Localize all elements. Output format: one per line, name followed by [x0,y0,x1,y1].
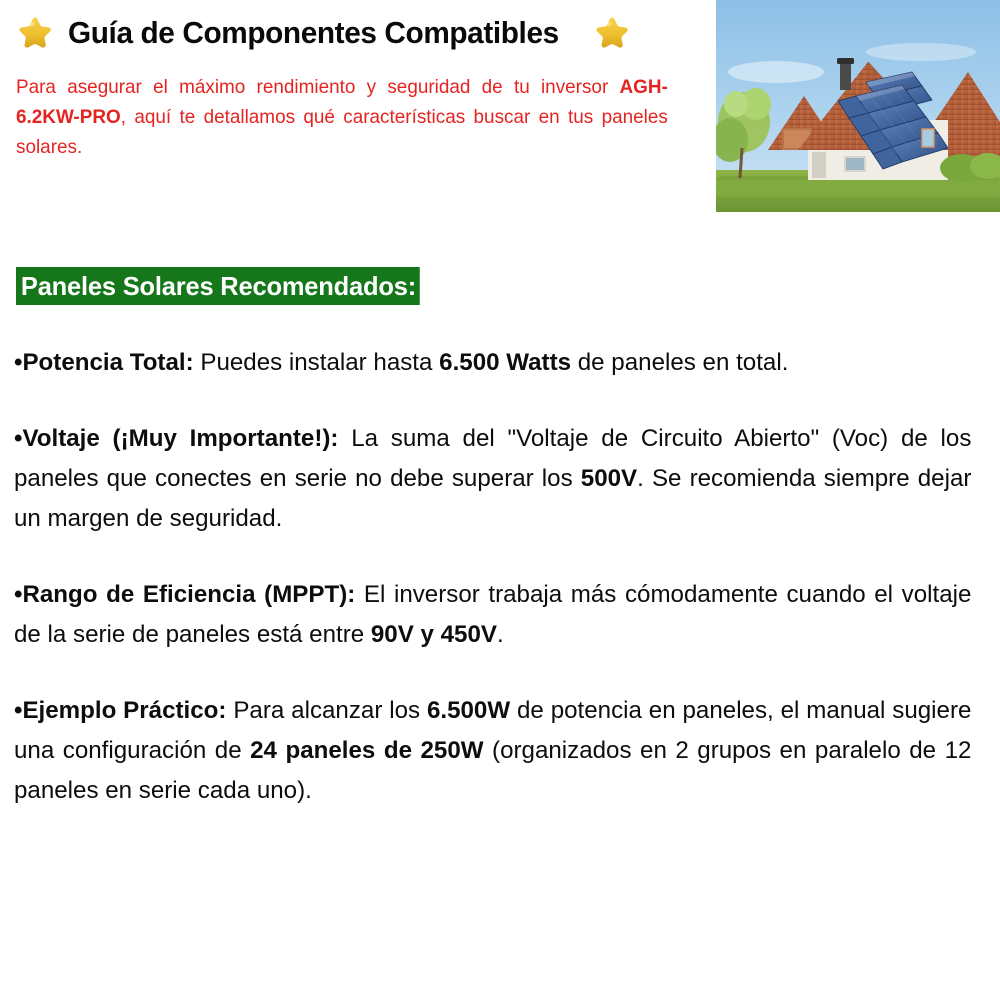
list-item-label: Potencia Total: [22,349,194,376]
page-title: Guía de Componentes Compatibles [68,15,559,50]
list-item [14,575,971,655]
list-item-text-1: El inversor trabaja más cómodamente cuando el voltaje de la serie de paneles está entre [14,581,972,648]
bullet-marker: • [14,349,23,376]
list-item-label: Rango de Eficiencia (MPPT): [22,581,356,608]
intro-text-suffix: , aquí te detallamos qué características buscar en tus paneles solares. [16,106,668,158]
star-icon [593,14,631,52]
star-icon [16,14,54,52]
document-header [0,0,716,162]
list-item [14,419,971,539]
inverter-model: AGH-6.2KW-PRO [16,76,668,128]
bullet-marker: • [14,697,23,724]
house-solar-panel-photo [716,0,1000,212]
list-item-text-1: La suma del "Voltaje de Circuito Abierto" (Voc) de los paneles que conectes en serie no debe superar los [14,425,972,492]
list-item-text-2: de paneles en total. [571,349,789,376]
title-row [0,0,716,52]
list-item-text-1: Puedes instalar hasta [193,349,440,376]
list-item-emphasis-1: 6.500 Watts [439,349,572,376]
list-item-text-2: . [497,621,504,648]
list-item [14,691,971,811]
list-item-emphasis-1: 90V y 450V [370,621,498,648]
list-item-text-3: (organizados en 2 grupos en paralelo de 12 paneles en serie cada uno). [14,737,972,804]
section-heading: Paneles Solares Recomendados: [16,267,420,305]
list-item-emphasis-2: 24 paneles de 250W [250,737,484,764]
list-item-label: Ejemplo Práctico: [22,697,227,724]
bullet-marker: • [14,581,23,608]
bullet-marker: • [14,425,23,452]
section-heading-row [16,267,428,305]
recommendations-list [14,343,986,811]
list-item-emphasis-1: 6.500W [426,697,511,724]
list-item-text-1: Para alcanzar los [226,697,427,724]
list-item-emphasis-1: 500V [580,465,638,492]
list-item-text-2: de potencia en paneles, el manual sugiere una configuración de [14,697,972,764]
list-item-label: Voltaje (¡Muy Importante!): [22,425,339,452]
list-item [14,343,971,383]
intro-paragraph [16,72,668,162]
list-item-text-2: . Se recomienda siempre dejar un margen de seguridad. [14,465,972,532]
intro-text-prefix: Para asegurar el máximo rendimiento y seguridad de tu inversor [16,76,620,98]
